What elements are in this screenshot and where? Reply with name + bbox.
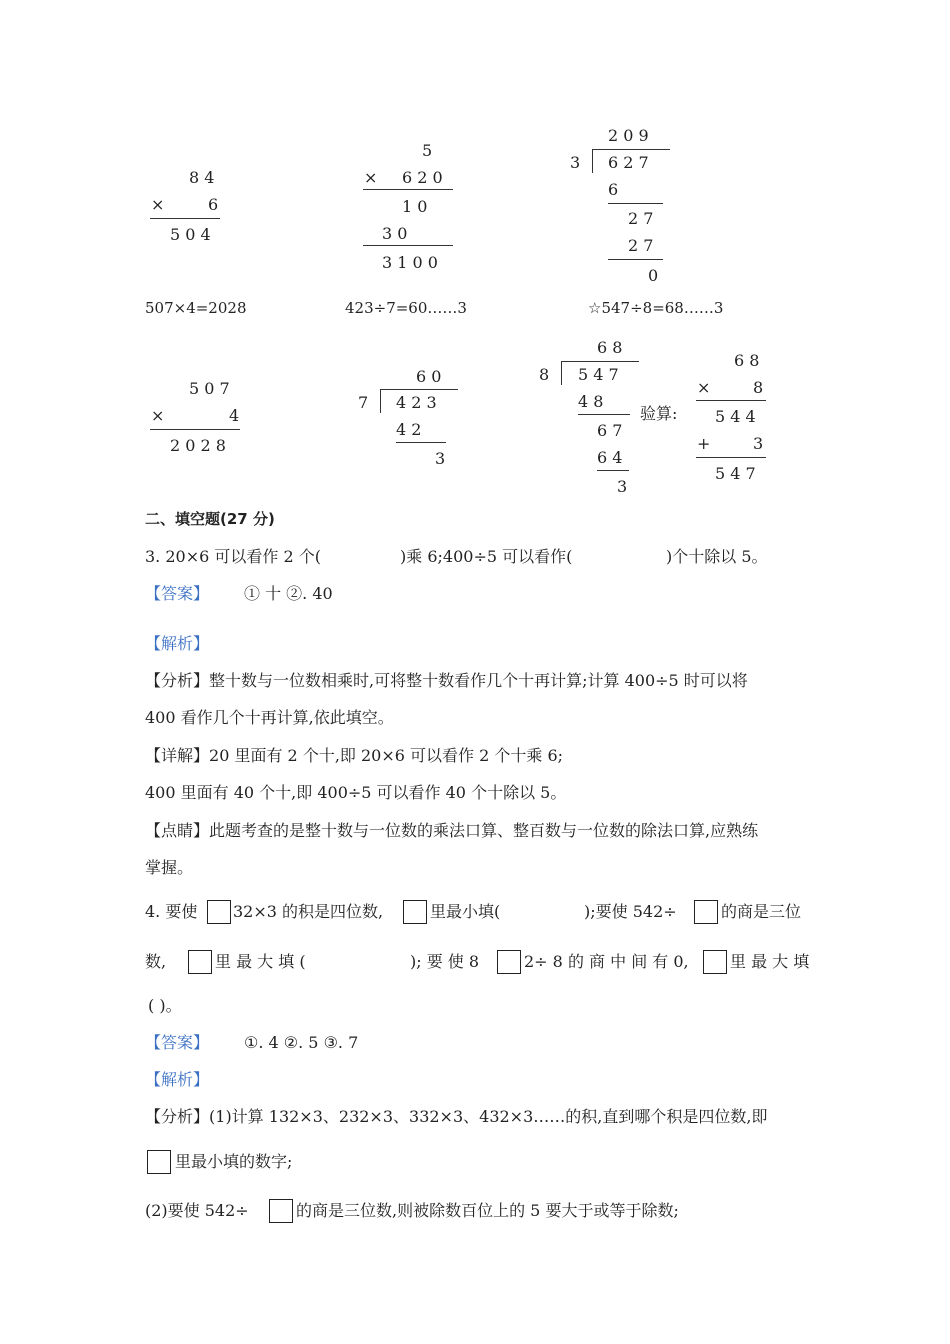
quotient: 6 0 xyxy=(416,367,442,386)
tag: 【点睛】 xyxy=(145,821,210,840)
operator: × xyxy=(151,406,165,425)
rule-line xyxy=(363,245,453,246)
q3-dianjing-line1 xyxy=(145,821,758,841)
q3-answer: ① 十 ②. 40 xyxy=(244,584,333,603)
rule-line xyxy=(396,442,446,443)
q4-fenxi-line3b: 的商是三位数,则被除数百位上的 5 要大于或等于除数; xyxy=(296,1201,679,1220)
operator: × xyxy=(697,378,711,397)
rule-line xyxy=(363,189,453,190)
divisor: 7 xyxy=(358,393,369,412)
text: (1)计算 132×3、232×3、332×3、432×3……的积,直到哪个积是四位数,即 xyxy=(209,1107,768,1126)
q3-answer-tag: 【答案】 xyxy=(145,584,210,603)
q3-fenxi-line1 xyxy=(145,671,748,691)
q4-text-b: 32×3 的积是四位数, xyxy=(233,902,384,921)
section-title: 二、填空题(27 分) xyxy=(145,510,275,528)
q4-l2-e: 里 最 大 填 xyxy=(730,952,810,971)
blank-box xyxy=(403,900,427,924)
rule-line xyxy=(150,218,220,219)
q4-fenxi-line3a: (2)要使 542÷ xyxy=(145,1201,249,1220)
result: 5 0 4 xyxy=(170,225,211,244)
q3-analysis-tag: 【解析】 xyxy=(145,634,210,653)
dividend: 4 2 3 xyxy=(396,393,437,412)
dividend: 5 4 7 xyxy=(578,365,619,384)
operator: × xyxy=(364,168,378,187)
q4-text-d: );要使 542÷ xyxy=(584,902,677,921)
text: 此题考查的是整十数与一位数的乘法口算、整百数与一位数的除法口算,应熟练 xyxy=(209,821,759,840)
q3-text-c: )个十除以 5。 xyxy=(666,547,768,566)
q3-dianjing-line2: 掌握。 xyxy=(145,858,194,877)
partial: 3 0 xyxy=(382,224,408,243)
digits: 3 xyxy=(753,434,764,453)
digits: 4 xyxy=(229,406,240,425)
step: 4 8 xyxy=(578,392,604,411)
step: 4 2 xyxy=(396,420,422,439)
result: 2 0 2 8 xyxy=(170,436,226,455)
division-bracket xyxy=(592,149,593,173)
step: 6 4 xyxy=(597,448,623,467)
remainder: 3 xyxy=(435,449,446,468)
remainder: 3 xyxy=(617,477,628,496)
text: 20 里面有 2 个十,即 20×6 可以看作 2 个十乘 6; xyxy=(209,746,564,765)
q4-answer-tag: 【答案】 xyxy=(145,1033,210,1052)
q4-l2-b: 里 最 大 填 ( xyxy=(215,952,306,971)
rule-line xyxy=(592,149,670,150)
tag: 【分析】 xyxy=(145,671,210,690)
q4-l2-c: ); 要 使 8 xyxy=(410,952,480,971)
digits: 8 xyxy=(753,378,764,397)
q3-xiangjie-line2: 400 里面有 40 个十,即 400÷5 可以看作 40 个十除以 5。 xyxy=(145,783,567,802)
blank-box xyxy=(188,950,212,974)
rule-line xyxy=(561,361,639,362)
quotient: 2 0 9 xyxy=(608,126,649,145)
blank-box xyxy=(497,950,521,974)
blank-box xyxy=(703,950,727,974)
text: 整十数与一位数相乘时,可将整十数看作几个十再计算;计算 400÷5 时可以将 xyxy=(209,671,748,690)
q4-l2-a: 数, xyxy=(145,952,167,971)
tag: 【详解】 xyxy=(145,746,210,765)
q4-analysis-tag: 【解析】 xyxy=(145,1070,210,1089)
rule-line xyxy=(608,259,663,260)
step: 2 7 xyxy=(628,236,654,255)
q4-l3: ( )。 xyxy=(148,996,182,1015)
rule-line xyxy=(696,400,766,401)
q4-text-a: 4. 要使 xyxy=(145,902,198,921)
blank-box xyxy=(269,1199,293,1223)
rule-line xyxy=(696,457,766,458)
division-bracket xyxy=(380,389,381,413)
operator: + xyxy=(697,434,711,453)
product: 5 4 4 xyxy=(715,407,756,426)
q3-fenxi-line2: 400 看作几个十再计算,依此填空。 xyxy=(145,708,394,727)
digits: 8 4 xyxy=(189,168,215,187)
rule-line xyxy=(380,389,458,390)
dividend: 6 2 7 xyxy=(608,153,649,172)
step: 6 7 xyxy=(597,421,623,440)
remainder: 0 xyxy=(648,266,659,285)
partial: 1 0 xyxy=(402,197,428,216)
equation-1: 507×4=2028 xyxy=(145,299,247,317)
digits: 6 xyxy=(208,195,219,214)
q4-text-c: 里最小填( xyxy=(430,902,501,921)
rule-line xyxy=(150,429,240,430)
step: 6 xyxy=(608,180,619,199)
equation-2: 423÷7=60……3 xyxy=(345,299,467,317)
result: 5 4 7 xyxy=(715,464,756,483)
blank-box xyxy=(147,1150,171,1174)
q3-text-a: 3. 20×6 可以看作 2 个( xyxy=(145,547,321,566)
quotient: 6 8 xyxy=(597,338,623,357)
step: 2 7 xyxy=(628,209,654,228)
digits: 6 8 xyxy=(734,351,760,370)
q3-xiangjie-line1 xyxy=(145,746,563,766)
q4-answer: ①. 4 ②. 5 ③. 7 xyxy=(244,1033,359,1052)
equation-3: ☆547÷8=68……3 xyxy=(588,299,724,317)
blank-box xyxy=(207,900,231,924)
rule-line xyxy=(608,203,663,204)
rule-line xyxy=(597,470,629,471)
divisor: 3 xyxy=(570,153,581,172)
division-bracket xyxy=(561,361,562,385)
digits: 5 0 7 xyxy=(189,379,230,398)
divisor: 8 xyxy=(539,365,550,384)
result: 3 1 0 0 xyxy=(382,253,438,272)
digits: 6 2 0 xyxy=(402,168,443,187)
q4-l2-d: 2÷ 8 的 商 中 间 有 0, xyxy=(524,952,689,971)
q3-text-b: )乘 6;400÷5 可以看作( xyxy=(400,547,573,566)
check-label: 验算: xyxy=(640,404,678,423)
blank-box xyxy=(694,900,718,924)
tag: 【分析】 xyxy=(145,1107,210,1126)
rule-line xyxy=(578,414,630,415)
q4-fenxi-line1 xyxy=(145,1107,767,1127)
operator: × xyxy=(151,195,165,214)
digits: 5 xyxy=(422,141,433,160)
q4-fenxi-line2: 里最小填的数字; xyxy=(175,1152,293,1171)
q4-text-e: 的商是三位 xyxy=(721,902,802,921)
